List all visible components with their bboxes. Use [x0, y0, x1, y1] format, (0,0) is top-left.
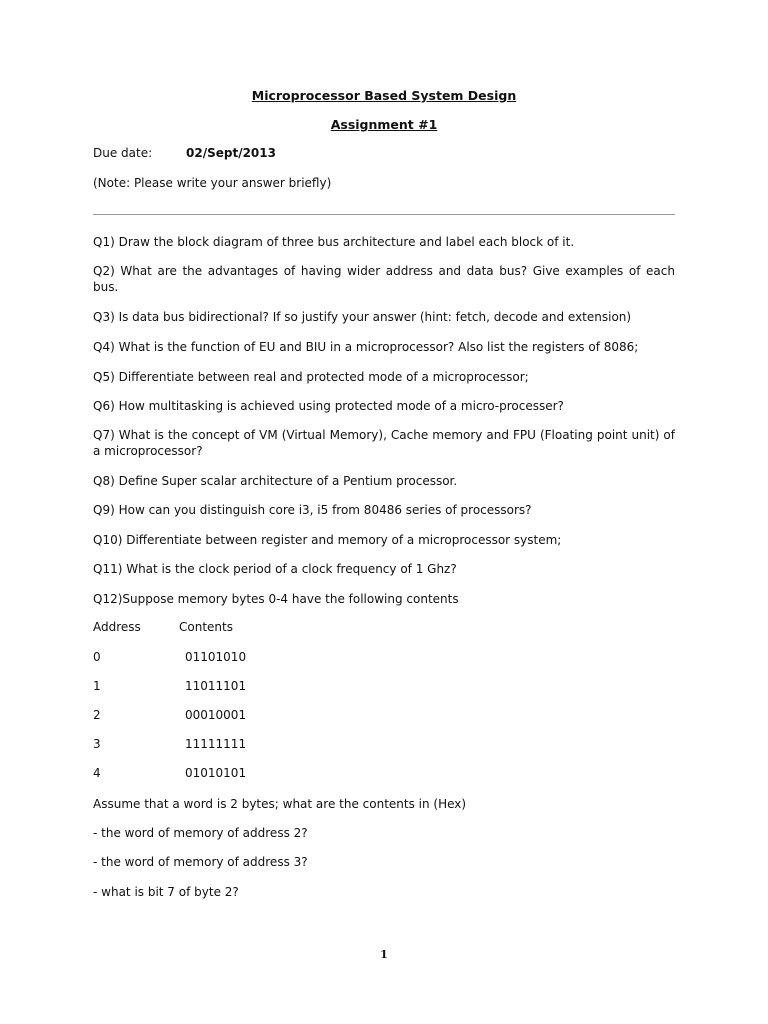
question-q5: Q5) Differentiate between real and protected mode of a microprocessor; [93, 370, 529, 384]
table-cell-contents: 11111111 [185, 737, 247, 751]
table-cell-address: 4 [93, 766, 101, 780]
table-cell-contents: 11011101 [185, 679, 247, 693]
table-header-address: Address [93, 620, 141, 634]
note-text: (Note: Please write your answer briefly) [93, 176, 332, 190]
question-q7: Q7) What is the concept of VM (Virtual Memory), Cache memory and FPU (Floating point unit) of a microprocessor? [93, 428, 675, 458]
table-cell-address: 0 [93, 650, 101, 664]
question-q4: Q4) What is the function of EU and BIU in a microprocessor? Also list the registers of 8086; [93, 340, 639, 354]
due-date-value: 02/Sept/2013 [186, 146, 276, 160]
question-q6: Q6) How multitasking is achieved using protected mode of a micro-processer? [93, 399, 564, 413]
question-q1: Q1) Draw the block diagram of three bus architecture and label each block of it. [93, 235, 575, 249]
followup-item: - the word of memory of address 3? [93, 855, 308, 869]
page-number: 1 [380, 948, 388, 961]
followup-item: - the word of memory of address 2? [93, 826, 308, 840]
followup-intro: Assume that a word is 2 bytes; what are the contents in (Hex) [93, 797, 467, 811]
assignment-title: Assignment #1 [330, 117, 438, 132]
document-title: Microprocessor Based System Design [251, 88, 517, 103]
horizontal-divider [93, 214, 675, 215]
table-cell-contents: 00010001 [185, 708, 247, 722]
question-q9: Q9) How can you distinguish core i3, i5 from 80486 series of processors? [93, 503, 532, 517]
table-cell-address: 3 [93, 737, 101, 751]
question-q8: Q8) Define Super scalar architecture of a Pentium processor. [93, 474, 458, 488]
question-q11: Q11) What is the clock period of a clock frequency of 1 Ghz? [93, 562, 457, 576]
table-cell-contents: 01010101 [185, 766, 247, 780]
table-cell-address: 1 [93, 679, 101, 693]
due-date-label: Due date: [93, 146, 153, 160]
question-q3: Q3) Is data bus bidirectional? If so justify your answer (hint: fetch, decode and extension) [93, 310, 632, 324]
followup-item: - what is bit 7 of byte 2? [93, 885, 239, 899]
question-q12: Q12)Suppose memory bytes 0-4 have the following contents [93, 592, 459, 606]
table-header-contents: Contents [179, 620, 233, 634]
question-q10: Q10) Differentiate between register and memory of a microprocessor system; [93, 533, 562, 547]
question-q2: Q2) What are the advantages of having wider address and data bus? Give examples of each bus. [93, 264, 675, 294]
table-cell-address: 2 [93, 708, 101, 722]
table-cell-contents: 01101010 [185, 650, 247, 664]
